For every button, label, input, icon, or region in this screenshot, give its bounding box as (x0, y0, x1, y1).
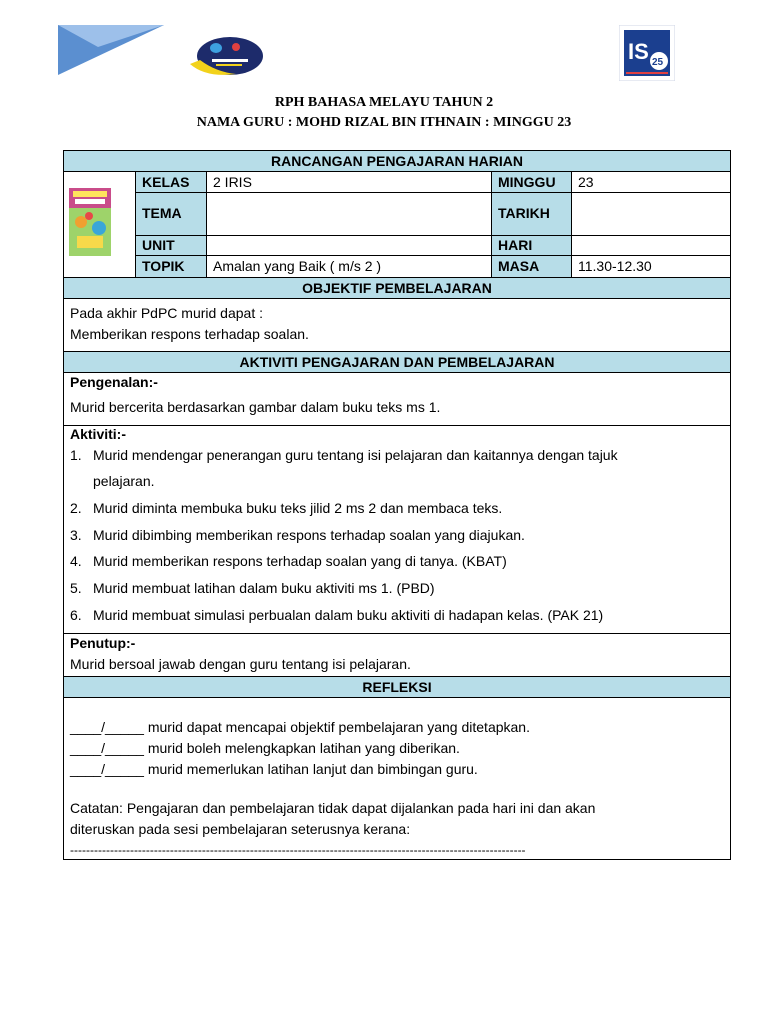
objektif-line2: Memberikan respons terhadap soalan. (70, 326, 309, 342)
label-topik: TOPIK (142, 258, 185, 274)
plan-title: RANCANGAN PENGAJARAN HARIAN (270, 153, 523, 169)
school-crest-logo (186, 34, 266, 78)
label-tema: TEMA (142, 205, 182, 221)
value-minggu: 23 (578, 174, 594, 190)
penutup-text: Murid bersoal jawab dengan guru tentang isi pelajaran. (70, 656, 411, 672)
objektif-line1: Pada akhir PdPC murid dapat : (70, 305, 263, 321)
svg-text:IS: IS (628, 39, 649, 64)
textbook-cover-image (69, 188, 111, 256)
label-minggu: MINGGU (498, 174, 556, 190)
teacher-line: NAMA GURU : MOHD RIZAL BIN ITHNAIN : MINGGU 23 (196, 115, 572, 130)
dashed-line: ------------------------------------------------------------------------------------------------------------------ (70, 843, 526, 857)
label-unit: UNIT (142, 237, 175, 253)
objektif-band (64, 278, 730, 299)
objektif-title: OBJEKTIF PEMBELAJARAN (302, 280, 492, 296)
label-masa: MASA (498, 258, 540, 274)
value-masa: 11.30-12.30 (578, 258, 652, 274)
catatan-line-1: Catatan: Pengajaran dan pembelajaran tidak dapat dijalankan pada hari ini dan akan (70, 800, 596, 816)
label-kelas: KELAS (142, 174, 190, 190)
lesson-plan-table: RANCANGAN PENGAJARAN HARIAN KELAS 2 IRIS MINGGU 23 TEMA TARIKH UNIT HARI TOPIK Amalan yang Baik ( m/s 2 ) MASA 11.30-12.30 OBJEKTIF PEMBELAJARAN Pada akhir PdPC murid dapat : Memberikan respons terhadap soalan. AKTIVITI PENGAJARAN DAN PEMBELAJARAN Pengenalan:- Murid bercerita berdasarkan gambar dalam buku teks ms 1. Aktiviti:- 1. Murid mendengar penerangan guru tentang isi pelajaran dan kaitannya dengan tajuk pelajaran. 2. Murid diminta membuka buku teks jilid 2 ms 2 dan membaca teks. 3. Murid dibimbing memberikan respons terhadap soalan yang diajukan. 4. Murid memberikan respons terhadap soalan yang di tanya. (KBAT) 5. Murid membuat latihan dalam buku aktiviti ms 1. (PBD) 6. Murid membuat simulasi perbualan dalam buku aktiviti di hadapan kelas. (PAK 21) Penutup:- Murid bersoal jawab dengan guru tentang isi pelajaran. REFLEKSI ____/_____ murid dapat mencapai objektif pembelajaran yang ditetapkan. ____/_____ murid boleh melengkapkan latihan yang diberikan. ____/_____ murid memerlukan latihan lanjut dan bimbingan guru. Catatan: Pengajaran dan pembelajaran tidak dapat dijalankan pada hari ini dan akan diteruskan pada sesi pembelajaran seterusnya kerana: ------------------------------------------------------------------------------------------------------------------ (63, 150, 731, 860)
label-tarikh: TARIKH (498, 205, 550, 221)
svg-text:25: 25 (652, 57, 664, 68)
refleksi-title: REFLEKSI (362, 679, 432, 695)
blue-triangle-logo (58, 25, 168, 75)
refleksi-line-1: ____/_____ murid dapat mencapai objektif pembelajaran yang ditetapkan. (70, 719, 530, 735)
penutup-label: Penutup:- (70, 635, 136, 651)
refleksi-band (64, 677, 730, 698)
pengenalan-label: Pengenalan:- (70, 374, 158, 390)
pengenalan-text: Murid bercerita berdasarkan gambar dalam buku teks ms 1. (70, 399, 441, 415)
document-title: RPH BAHASA MELAYU TAHUN 2 (274, 95, 494, 110)
plan-title-band (64, 151, 730, 172)
refleksi-line-3: ____/_____ murid memerlukan latihan lanjut dan bimbingan guru. (70, 761, 478, 777)
aktiviti-band (64, 352, 730, 373)
catatan-line-2: diteruskan pada sesi pembelajaran seterusnya kerana: (70, 821, 411, 837)
label-hari: HARI (498, 237, 533, 253)
aktiviti-title: AKTIVITI PENGAJARAN DAN PEMBELAJARAN (239, 354, 555, 370)
value-kelas: 2 IRIS (213, 174, 252, 190)
program-25-logo (619, 25, 675, 81)
aktiviti-label: Aktiviti:- (70, 426, 126, 442)
refleksi-line-2: ____/_____ murid boleh melengkapkan latihan yang diberikan. (70, 740, 460, 756)
value-topik: Amalan yang Baik ( m/s 2 ) (213, 258, 382, 274)
